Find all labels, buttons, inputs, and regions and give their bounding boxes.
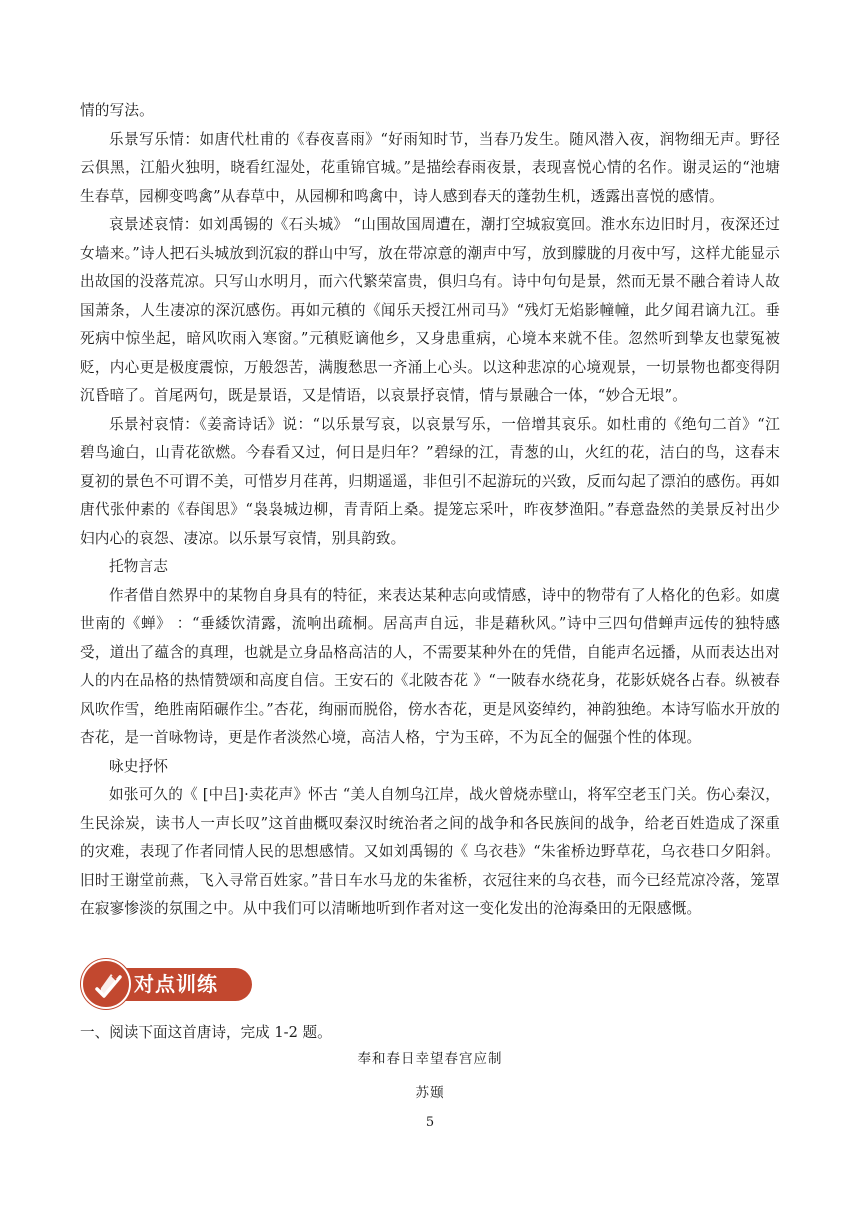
body-text xyxy=(80,97,780,924)
paragraph: 如张可久的《 [中吕]·卖花声》怀古 “美人自刎乌江岸，战火曾烧赤壁山，将军空老玉门关。伤心秦汉，生民涂炭，读书人一声长叹”这首曲概叹秦汉时统治者之间的战争和各民族间的战争，给老百姓造成了深重的灾难，表现了作者同情人民的思想感情。又如刘禹锡的《 乌衣巷》“朱雀桥边野草花，乌衣巷口夕阳斜。旧时王谢堂前燕，飞入寻常百姓家。”昔日车水马龙的朱雀桥，衣冠往来的乌衣巷，而今已经荒凉冷落，笼罩在寂寥惨淡的氛围之中。从中我们可以清晰地听到作者对这一变化发出的沧海桑田的无限感慨。 xyxy=(80,786,780,917)
paragraph: 乐景写乐情：如唐代杜甫的《春夜喜雨》“好雨知时节，当春乃发生。随风潜入夜，润物细无声。野径云俱黑，江船火独明，晓看红湿处，花重锦官城。”是描绘春雨夜景，表现喜悦心情的名作。谢灵运的“池塘生春草，园柳变鸣禽”从春草中，从园柳和鸣禽中，诗人感到春天的蓬勃生机，透露出喜悦的感情。 xyxy=(80,130,780,205)
section-heading: 托物言志 xyxy=(109,558,169,575)
page-number: 5 xyxy=(425,1115,435,1130)
poem-title: 奉和春日幸望春宫应制 xyxy=(357,1051,503,1067)
practice-banner xyxy=(80,958,254,1006)
banner-badge xyxy=(81,959,131,1009)
paragraph: 作者借自然界中的某物自身具有的特征，来表达某种志向或情感，诗中的物带有了人格化的色彩。如虞世南的《蝉》 ：“垂緌饮清露，流响出疏桐。居高声自远，非是藉秋风。”诗中三四句借蝉声远传的独特感受，道出了蕴含的真理，也就是立身品格高洁的人，不需要某种外在的凭借，自能声名远播，从而表达出对人的内在品格的热情赞颂和高度自信。王安石的《北陂杏花 》“一陂春水绕花身，花影妖娆各占春。纵被春风吹作雪，绝胜南陌碾作尘。”杏花，绚丽而脱俗，傍水杏花，更是风姿绰约，神韵独绝。本诗写临水开放的杏花，是一首咏物诗，更是作者淡然心境，高洁人格，宁为玉碎，不为瓦全的倔强个性的体现。 xyxy=(80,586,780,746)
section-heading: 咏史抒怀 xyxy=(109,757,169,775)
paragraph: 乐景衬哀情：《姜斋诗话》说：“以乐景写哀，以哀景写乐，一倍增其哀乐。如杜甫的《绝句二首》“江碧鸟逾白，山青花欲燃。今春看又过，何日是归年？”碧绿的江，青葱的山，火红的花，洁白的鸟，这春末夏初的景色不可谓不美，可惜岁月荏苒，归期遥遥，非但引不起游玩的兴致，反而勾起了漂泊的感伤。再如唐代张仲素的《春闺思》“袅袅城边柳，青青陌上桑。提笼忘采叶，昨夜梦渔阳。”春意盎然的美景反衬出少妇内心的哀怨、凄凉。以乐景写哀情，别具韵致。 xyxy=(80,415,780,547)
poem-author: 苏颋 xyxy=(415,1085,445,1101)
paragraph: 哀景述哀情：如刘禹锡的《石头城》 “山围故国周遭在，潮打空城寂寞回。淮水东边旧时月，夜深还过女墙来。”诗人把石头城放到沉寂的群山中写，放在带凉意的潮声中写，放到朦胧的月夜中写，这样尤能显示出故国的没落荒凉。只写山水明月，而六代繁荣富贵，俱归乌有。诗中句句是景，然而无景不融合着诗人故国萧条，人生凄凉的深沉感伤。再如元稹的《闻乐天授江州司马》“残灯无焰影幢幢，此夕闻君谪九江。垂死病中惊坐起，暗风吹雨入寒窗。”元稹贬谪他乡，又身患重病，心境本来就不佳。忽然听到挚友也蒙冤被贬，内心更是极度震惊，万般怨苦，满腹愁思一齐涌上心头。以这种悲凉的心境观景，一切景物也都变得阴沉昏暗了。首尾两句，既是景语，又是情语，以哀景抒哀情，情与景融合一体，“妙合无垠”。 xyxy=(80,216,780,404)
pen-check-icon xyxy=(91,969,125,1003)
banner-title: 对点训练 xyxy=(134,972,218,996)
question-prompt: 一、阅读下面这首唐诗，完成 1-2 题。 xyxy=(80,1024,332,1041)
paragraph: 情的写法。 xyxy=(80,102,154,119)
